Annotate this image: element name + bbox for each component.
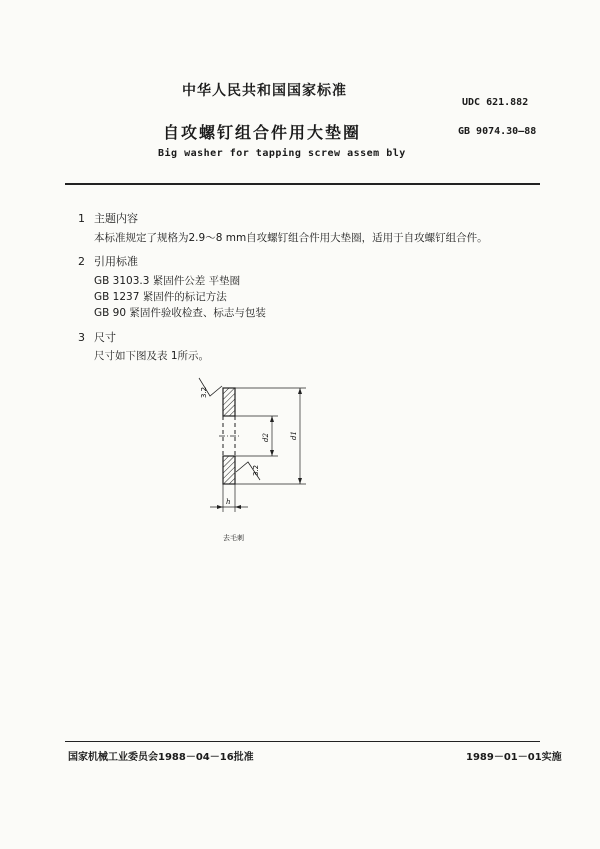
reference-gb3103: GB 3103.3 紧固件公差 平垫圈: [94, 275, 241, 287]
reference-gb1237: GB 1237 紧固件的标记方法: [94, 291, 227, 303]
effective-date: 1989－01－01实施: [466, 752, 562, 763]
figure-caption: 去毛刺: [223, 534, 244, 542]
section-3-number: 3: [78, 331, 85, 344]
english-title: Big washer for tapping screw assem bly: [158, 148, 406, 159]
footer-divider: [65, 741, 540, 742]
section-1-number: 1: [78, 212, 85, 225]
d2-arrow-top: [270, 416, 274, 422]
roughness-value-top: 3.2: [200, 386, 208, 398]
document-title: 自攻螺钉组合件用大垫圈: [163, 123, 362, 142]
roughness-value-bottom: 3.2: [252, 464, 260, 476]
standard-code: GB 9074.30—88: [458, 126, 537, 137]
h-arrow-right: [235, 505, 241, 509]
udc-code: UDC 621.882: [462, 97, 529, 108]
section-1-text: 本标准规定了规格为2.9～8 mm自攻螺钉组合件用大垫圈，适用于自攻螺钉组合件。: [94, 232, 488, 244]
d1-arrow-top: [298, 388, 302, 394]
section-1-title: 主题内容: [94, 212, 138, 225]
section-2-number: 2: [78, 255, 85, 268]
h-label: h: [226, 498, 231, 506]
washer-section-upper: [223, 388, 235, 416]
d2-label: d2: [262, 433, 270, 442]
section-3-text: 尺寸如下图及表 1所示。: [94, 350, 210, 362]
washer-section-lower: [223, 456, 235, 484]
h-arrow-left: [217, 505, 223, 509]
d1-label: d1: [290, 431, 298, 440]
reference-gb90: GB 90 紧固件验收检查、标志与包装: [94, 307, 266, 319]
d1-arrow-bottom: [298, 478, 302, 484]
national-standard-heading: 中华人民共和国国家标准: [182, 83, 347, 99]
section-2-title: 引用标准: [94, 255, 138, 268]
d2-arrow-bottom: [270, 450, 274, 456]
approval-note: 国家机械工业委员会1988－04－16批准: [68, 752, 254, 763]
section-3-title: 尺寸: [94, 331, 116, 344]
